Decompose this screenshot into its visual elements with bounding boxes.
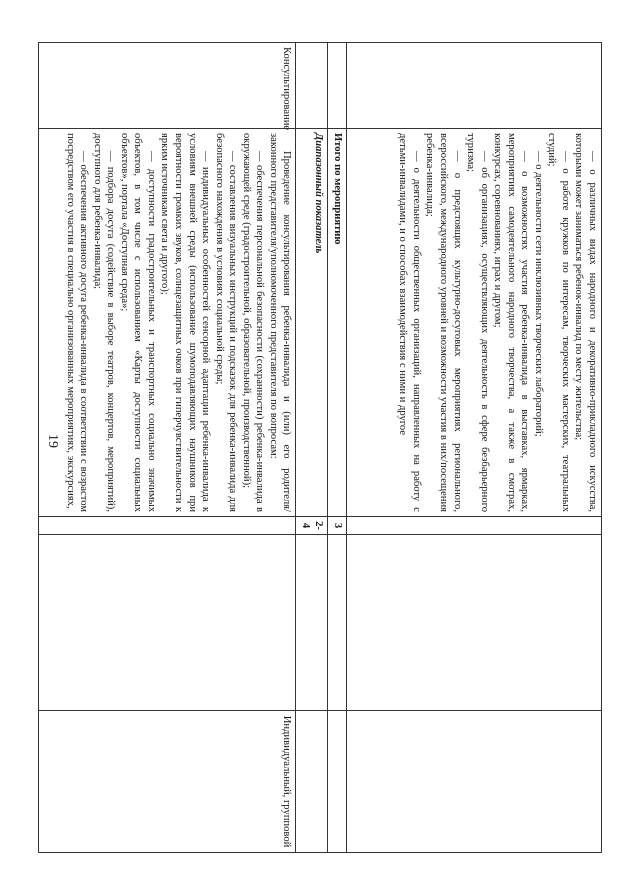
list-item: — составления визуальных инструкций и подсказок для ребенка-инвалида для безопасного нахождения в условиях социальной среды; [213,133,239,512]
count-cell-empty [347,517,602,535]
services-table [38,42,602,853]
count-cell-empty [39,517,296,535]
list-item: — обеспечения персональной безопасности (сохранности) ребенка-инвалида в окружающей среде (градостроительной, образовательной, производственной); [240,133,266,512]
table-row [39,43,296,853]
form-cell-empty [328,43,347,129]
consult-content-cell [39,129,296,517]
service-form: Консультирование [39,43,296,129]
kind-cell-empty [347,711,602,853]
list-item: — о предстоящих культурно-досуговых мероприятиях регионального, всероссийского, международного уровней и возможности участия в них/посещения ребенка-инвалида; [424,133,463,512]
list-item: — о различных видах народного и декоративно-прикладного искусства, которыми может заниматься ребенок-инвалид по месту жительства; [573,133,598,512]
form-cell-empty [347,43,602,129]
table-row [328,43,347,853]
list-item: — подбора досуга (содействие в выборе театров, концертов, мероприятий), доступного для ребенка-инвалида; [91,133,117,512]
total-label: Итого по мероприятию [328,129,347,517]
list-item: — индивидуальных особенностей сенсорной адаптации ребенка-инвалида к условиям внешней среды (использование шумоподавляющих наушников при вероятности громких звуков, солнцезащитных очков при гиперчувствительности к ярким источникам света и другого); [159,133,212,512]
range-count: 2-4 [296,517,328,535]
list-item: — обеспечения активного досуга ребенка-инвалида в соответствии с возрастом посредством его участия в специально организованных мероприятиях, экскурсиях, [64,133,90,512]
list-item: — о деятельности общественных организаций, направленных на работу с детьми-инвалидами, и о способах взаимодействия с ними и другое [397,133,422,512]
total-count: 3 [328,517,347,535]
list-item: — о работе кружков по интересам, творческих мастерских, театральных студий; [546,133,571,512]
form-cell-empty [296,43,328,129]
list-item: — доступности градостроительных и транспортных социально значимых объектов, в том числе с использованием «Карты доступности социальных объектов», портала «Доступная среда»; [118,133,157,512]
service-kind: Индивидуальный, групповой [39,711,296,853]
rotated-sheet [38,42,602,852]
blank-cell [347,535,602,711]
page-number: 19 [45,434,60,448]
kind-cell-empty [296,711,328,853]
table-row [296,43,328,853]
blank-cell [39,535,296,711]
range-label: Диапазонный показатель [296,129,328,517]
table-row [347,43,602,853]
kind-cell-empty [328,711,347,853]
list-item: — о возможностях участия ребенка-инвалида в выставках, ярмарках, мероприятиях самодеятельного народного творчества, а также в смотрах, конкурсах, соревнованиях, играх и другом; [492,133,531,512]
top-content-cell [347,129,602,517]
list-item: — об организациях, осуществляющих деятельность в сфере безбарьерного туризма; [465,133,490,512]
list-item: — о деятельности сети инклюзивных творческих лабораторий; [532,151,544,437]
blank-cell [296,535,328,711]
list-item: Проведение консультирования ребенка-инвалида и (или) его родителя/законного представителя/уполномоченного представителя по вопросам: [267,133,293,512]
blank-cell [328,535,347,711]
